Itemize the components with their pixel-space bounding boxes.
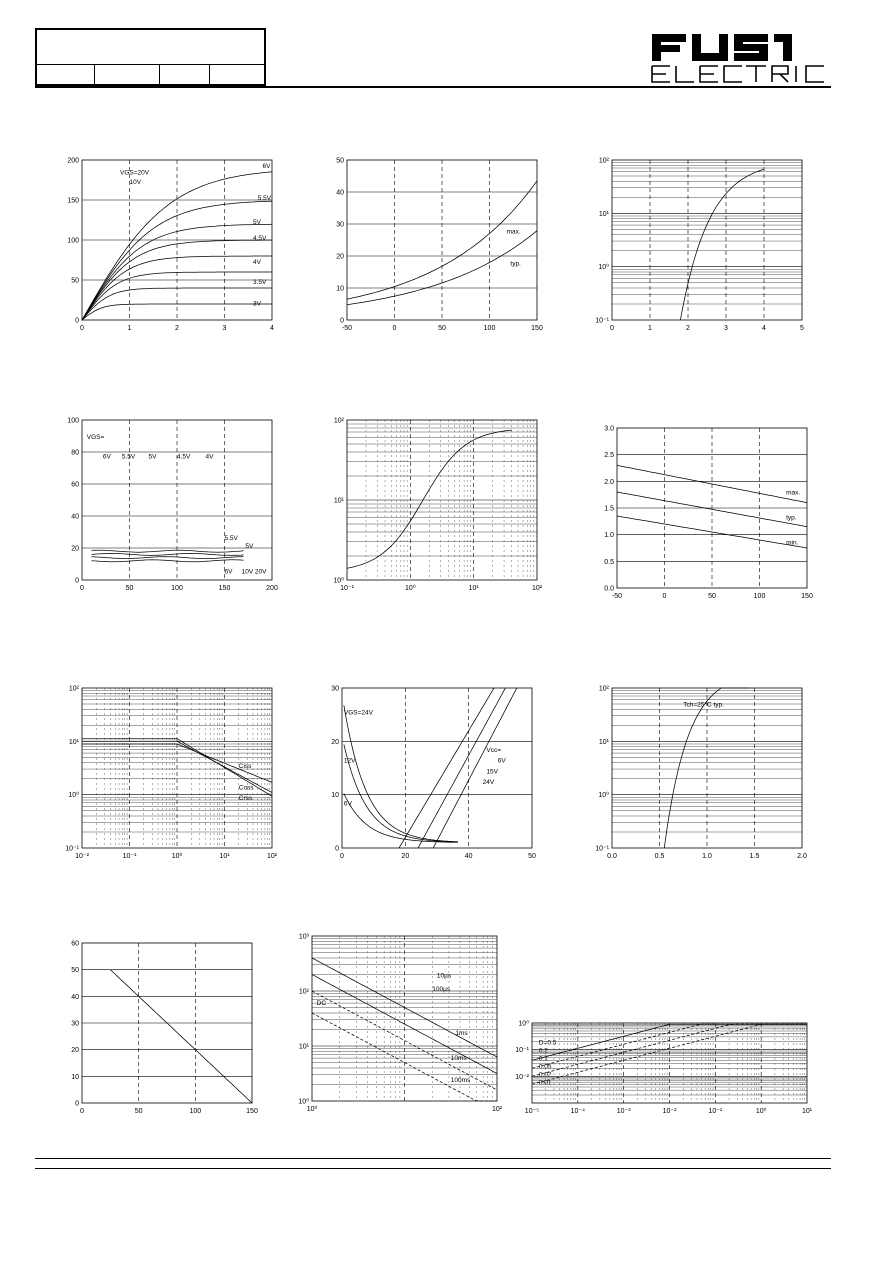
x-tick-label: 20	[401, 853, 410, 860]
y-tick-label: 20	[331, 738, 339, 746]
series-curve	[92, 553, 244, 555]
chart-transfer-characteristics	[590, 152, 810, 342]
curve-annotation: VGS=	[86, 434, 105, 442]
curve-annotation: typ.	[786, 514, 797, 522]
curve-annotation: 0.1	[538, 1055, 548, 1063]
curve-annotation: 12V	[343, 757, 356, 765]
curve-annotation: 15V	[486, 768, 498, 776]
x-tick-label: 100	[171, 585, 183, 592]
y-tick-label: 10⁻¹	[595, 317, 609, 325]
chart-threshold-vs-temp	[595, 420, 815, 610]
plot-frame	[612, 160, 802, 320]
y-tick-label: 10⁰	[298, 1098, 309, 1106]
x-tick-label: 100	[189, 1108, 202, 1115]
x-tick-label: 10⁻²	[662, 1108, 677, 1115]
chart-on-resistance-vs-temp	[325, 152, 545, 342]
y-tick-label: 10²	[598, 685, 609, 693]
x-tick-label: 10¹	[468, 585, 479, 592]
x-tick-label: 100	[483, 325, 496, 332]
y-tick-label: 10¹	[298, 1043, 309, 1051]
grid	[617, 428, 807, 588]
chart-diode-forward	[590, 680, 810, 870]
grid	[82, 420, 272, 580]
y-tick-label: 10¹	[598, 210, 609, 218]
y-tick-label: 100	[67, 237, 79, 245]
y-tick-label: 10⁰	[598, 792, 609, 800]
x-tick-label: 10⁰	[755, 1108, 767, 1115]
series-curve	[680, 169, 764, 320]
grid	[347, 160, 537, 320]
x-tick-label: 3	[222, 325, 227, 332]
curve-annotation: 4V	[205, 453, 214, 461]
x-tick-label: 0	[392, 325, 397, 332]
y-tick-label: 20	[71, 1047, 79, 1055]
x-tick-label: 10⁰	[405, 585, 416, 592]
y-tick-label: 10⁻¹	[65, 845, 79, 853]
y-tick-label: 30	[331, 685, 339, 693]
curve-annotation: 4.5V	[177, 453, 191, 461]
chart-power-derating	[60, 935, 260, 1125]
footer-rule-top	[35, 1158, 831, 1159]
curve-annotation: D=0.5	[538, 1039, 557, 1047]
x-tick-label: 10⁻¹	[340, 585, 354, 592]
x-tick-label: 0	[662, 593, 667, 600]
curve-annotation: 0.2	[538, 1047, 548, 1055]
y-tick-label: 30	[336, 221, 344, 229]
x-tick-label: 10⁻²	[75, 853, 89, 860]
curve-annotation: 6V	[262, 163, 271, 170]
y-tick-label: 0	[75, 1100, 79, 1108]
chart-safe-operating-area	[290, 928, 505, 1123]
x-tick-label: 4	[762, 325, 766, 332]
curve-annotation: VGS=24V	[343, 709, 373, 717]
x-tick-label: 150	[801, 593, 813, 600]
y-tick-label: 10⁰	[68, 792, 79, 800]
curve-annotation: 6V	[497, 757, 506, 765]
x-tick-label: 1.0	[702, 853, 712, 860]
curve-annotation: 5.5V	[224, 535, 238, 542]
curve-annotation: 0.02	[538, 1071, 552, 1079]
y-tick-label: 0	[75, 317, 79, 325]
curve-annotation: 10V	[129, 179, 142, 186]
x-tick-label: 2.0	[797, 853, 807, 860]
curve-annotation: Tch=25°C typ.	[683, 701, 724, 709]
y-tick-label: 1.0	[604, 532, 614, 540]
curve-annotation: 4.5V	[253, 235, 267, 242]
grid	[532, 1023, 807, 1103]
y-tick-label: 10⁰	[518, 1020, 529, 1028]
curve-annotation: VGS=20V	[120, 169, 150, 177]
x-tick-label: 1.5	[749, 853, 760, 860]
curve-annotation: max.	[506, 228, 521, 236]
x-tick-label: 0	[80, 1108, 84, 1115]
y-tick-label: 40	[71, 993, 79, 1001]
x-tick-label: 10²	[266, 853, 278, 860]
x-tick-label: 10⁻¹	[708, 1108, 723, 1115]
title-block	[35, 28, 266, 86]
y-tick-label: 0.0	[604, 585, 614, 593]
y-tick-label: 50	[71, 277, 79, 285]
x-tick-label: 0	[80, 585, 84, 592]
y-tick-label: 20	[71, 545, 79, 553]
y-tick-label: 0	[335, 845, 339, 853]
y-tick-label: 60	[71, 940, 79, 948]
curve-annotation: 6V	[224, 568, 233, 576]
curve-annotation: 3V	[253, 300, 261, 308]
y-tick-label: 1.5	[604, 505, 614, 513]
fuji-electric-logo	[648, 30, 832, 86]
y-tick-label: 50	[71, 967, 79, 975]
x-tick-label: 10⁰	[306, 1106, 318, 1113]
curve-annotation: 100µs	[432, 986, 451, 993]
series-curve	[92, 557, 244, 559]
y-tick-label: 10⁰	[598, 264, 609, 272]
grid	[347, 420, 537, 580]
y-tick-label: 2.0	[604, 478, 614, 486]
y-tick-label: 10²	[333, 417, 344, 425]
x-tick-label: 10²	[531, 585, 543, 592]
x-tick-label: 40	[464, 853, 473, 860]
x-tick-label: 2	[175, 325, 179, 332]
y-tick-label: 10²	[598, 157, 609, 165]
y-tick-label: 2.5	[604, 452, 614, 460]
curve-annotation: 24V	[482, 779, 495, 786]
curve-annotation: DC	[316, 999, 327, 1007]
x-tick-label: 150	[246, 1108, 258, 1115]
x-tick-label: 1	[648, 325, 652, 332]
curve-annotation: Vcc=	[486, 747, 502, 754]
y-tick-label: 30	[71, 1020, 79, 1028]
y-tick-label: 200	[67, 157, 79, 165]
curve-annotation: 5V	[148, 453, 157, 461]
curve-annotation: Ciss	[238, 763, 252, 770]
x-tick-label: 10¹	[219, 853, 230, 860]
x-tick-label: 10⁻⁵	[524, 1108, 540, 1115]
y-tick-label: 10	[336, 285, 344, 293]
curve-annotation: 10ms	[450, 1054, 467, 1062]
series-curve	[312, 991, 497, 1090]
x-tick-label: 100	[753, 593, 766, 600]
logo-electric	[652, 66, 824, 82]
curve-annotation: 0.05	[538, 1063, 552, 1071]
curve-annotation: 5V	[253, 219, 261, 226]
series-curve	[110, 970, 252, 1103]
x-tick-label: 4	[270, 325, 274, 332]
y-tick-label: 10⁻¹	[595, 845, 609, 853]
x-tick-label: 150	[531, 325, 543, 332]
curve-annotation: 6V	[343, 800, 352, 808]
x-tick-label: 150	[218, 585, 231, 592]
y-tick-label: 3.0	[604, 425, 614, 433]
curve-annotation: 6V	[102, 453, 111, 461]
y-tick-label: 10²	[68, 685, 79, 693]
y-tick-label: 20	[336, 253, 344, 261]
footer-rule-bottom	[35, 1168, 831, 1169]
x-tick-label: -50	[611, 593, 623, 600]
y-tick-label: 10¹	[333, 497, 344, 505]
y-tick-label: 60	[71, 481, 79, 489]
y-tick-label: 10¹	[68, 738, 79, 746]
grid	[612, 688, 802, 848]
x-tick-label: 5	[800, 325, 804, 332]
curve-annotation: 3.5V	[253, 279, 267, 286]
series-curve	[344, 745, 458, 843]
x-tick-label: 10⁰	[171, 853, 183, 860]
x-tick-label: 50	[708, 593, 716, 600]
x-tick-label: 0	[340, 853, 344, 860]
x-tick-label: 10¹	[801, 1108, 813, 1115]
x-tick-label: 10⁻³	[616, 1108, 631, 1115]
y-tick-label: 0.5	[604, 558, 614, 566]
y-tick-label: 10⁰	[333, 577, 344, 585]
curve-annotation: Coss	[238, 784, 254, 792]
curve-annotation: typ.	[510, 260, 521, 268]
y-tick-label: 100	[67, 417, 79, 425]
chart-capacitance	[60, 680, 280, 870]
curve-annotation: 100ms	[450, 1076, 471, 1084]
curve-annotation: Crss	[238, 795, 253, 802]
curve-annotation: min.	[786, 539, 799, 547]
x-tick-label: 50	[528, 853, 536, 860]
series-curve	[399, 688, 494, 848]
series-curve	[92, 560, 244, 562]
x-tick-label: 1	[127, 325, 132, 332]
x-tick-label: 50	[438, 325, 446, 332]
x-tick-label: 50	[125, 585, 134, 592]
x-tick-label: -50	[341, 325, 353, 332]
curve-annotation: 0.01	[538, 1079, 552, 1087]
curve-annotation: 5V	[245, 543, 254, 550]
y-tick-label: 40	[336, 189, 344, 197]
curve-annotation: 10µs	[436, 972, 452, 980]
x-tick-label: 0	[610, 325, 614, 332]
series-curve	[433, 688, 517, 848]
x-tick-label: 10²	[491, 1106, 503, 1113]
y-tick-label: 10	[331, 792, 339, 800]
y-tick-label: 150	[67, 197, 79, 205]
curve-annotation: max.	[786, 489, 801, 497]
logo-fuji	[652, 34, 792, 61]
curve-annotation: 20V	[254, 568, 267, 576]
x-tick-label: 3	[724, 325, 728, 332]
chart-on-resistance-vs-id	[60, 412, 280, 602]
y-tick-label: 10¹	[598, 738, 609, 746]
x-tick-label: 10⁻¹	[122, 853, 137, 860]
y-tick-label: 10²	[298, 988, 309, 996]
chart-transient-thermal-impedance	[510, 1015, 815, 1125]
x-tick-label: 0.0	[607, 853, 617, 860]
x-tick-label: 10⁻⁴	[570, 1108, 586, 1115]
curve-annotation: 1ms	[455, 1030, 468, 1037]
y-tick-label: 10³	[298, 933, 309, 941]
curve-annotation: 10V	[241, 568, 254, 576]
series-curve	[344, 705, 458, 841]
x-tick-label: 0.5	[654, 853, 665, 860]
title-block-row	[37, 64, 264, 87]
y-tick-label: 80	[71, 449, 79, 457]
y-tick-label: 10⁻¹	[515, 1047, 529, 1055]
chart-transconductance	[325, 412, 545, 602]
x-tick-label: 0	[80, 325, 84, 332]
y-tick-label: 40	[71, 513, 79, 521]
x-tick-label: 2	[686, 325, 690, 332]
curve-annotation: 4V	[253, 259, 261, 266]
x-tick-label: 50	[134, 1108, 143, 1115]
series-curve	[92, 550, 244, 552]
x-tick-label: 200	[266, 585, 278, 592]
chart-output-characteristics	[60, 152, 280, 342]
chart-gate-charge	[320, 680, 540, 870]
y-tick-label: 10	[71, 1073, 79, 1081]
curve-annotation: 5.5V	[257, 195, 272, 202]
y-tick-label: 10⁻²	[515, 1073, 529, 1081]
curve-annotation: 5.5V	[121, 453, 136, 461]
y-tick-label: 50	[336, 157, 344, 165]
header-rule	[35, 86, 831, 88]
y-tick-label: 0	[75, 577, 79, 585]
grid	[612, 160, 802, 320]
y-tick-label: 0	[340, 317, 344, 325]
